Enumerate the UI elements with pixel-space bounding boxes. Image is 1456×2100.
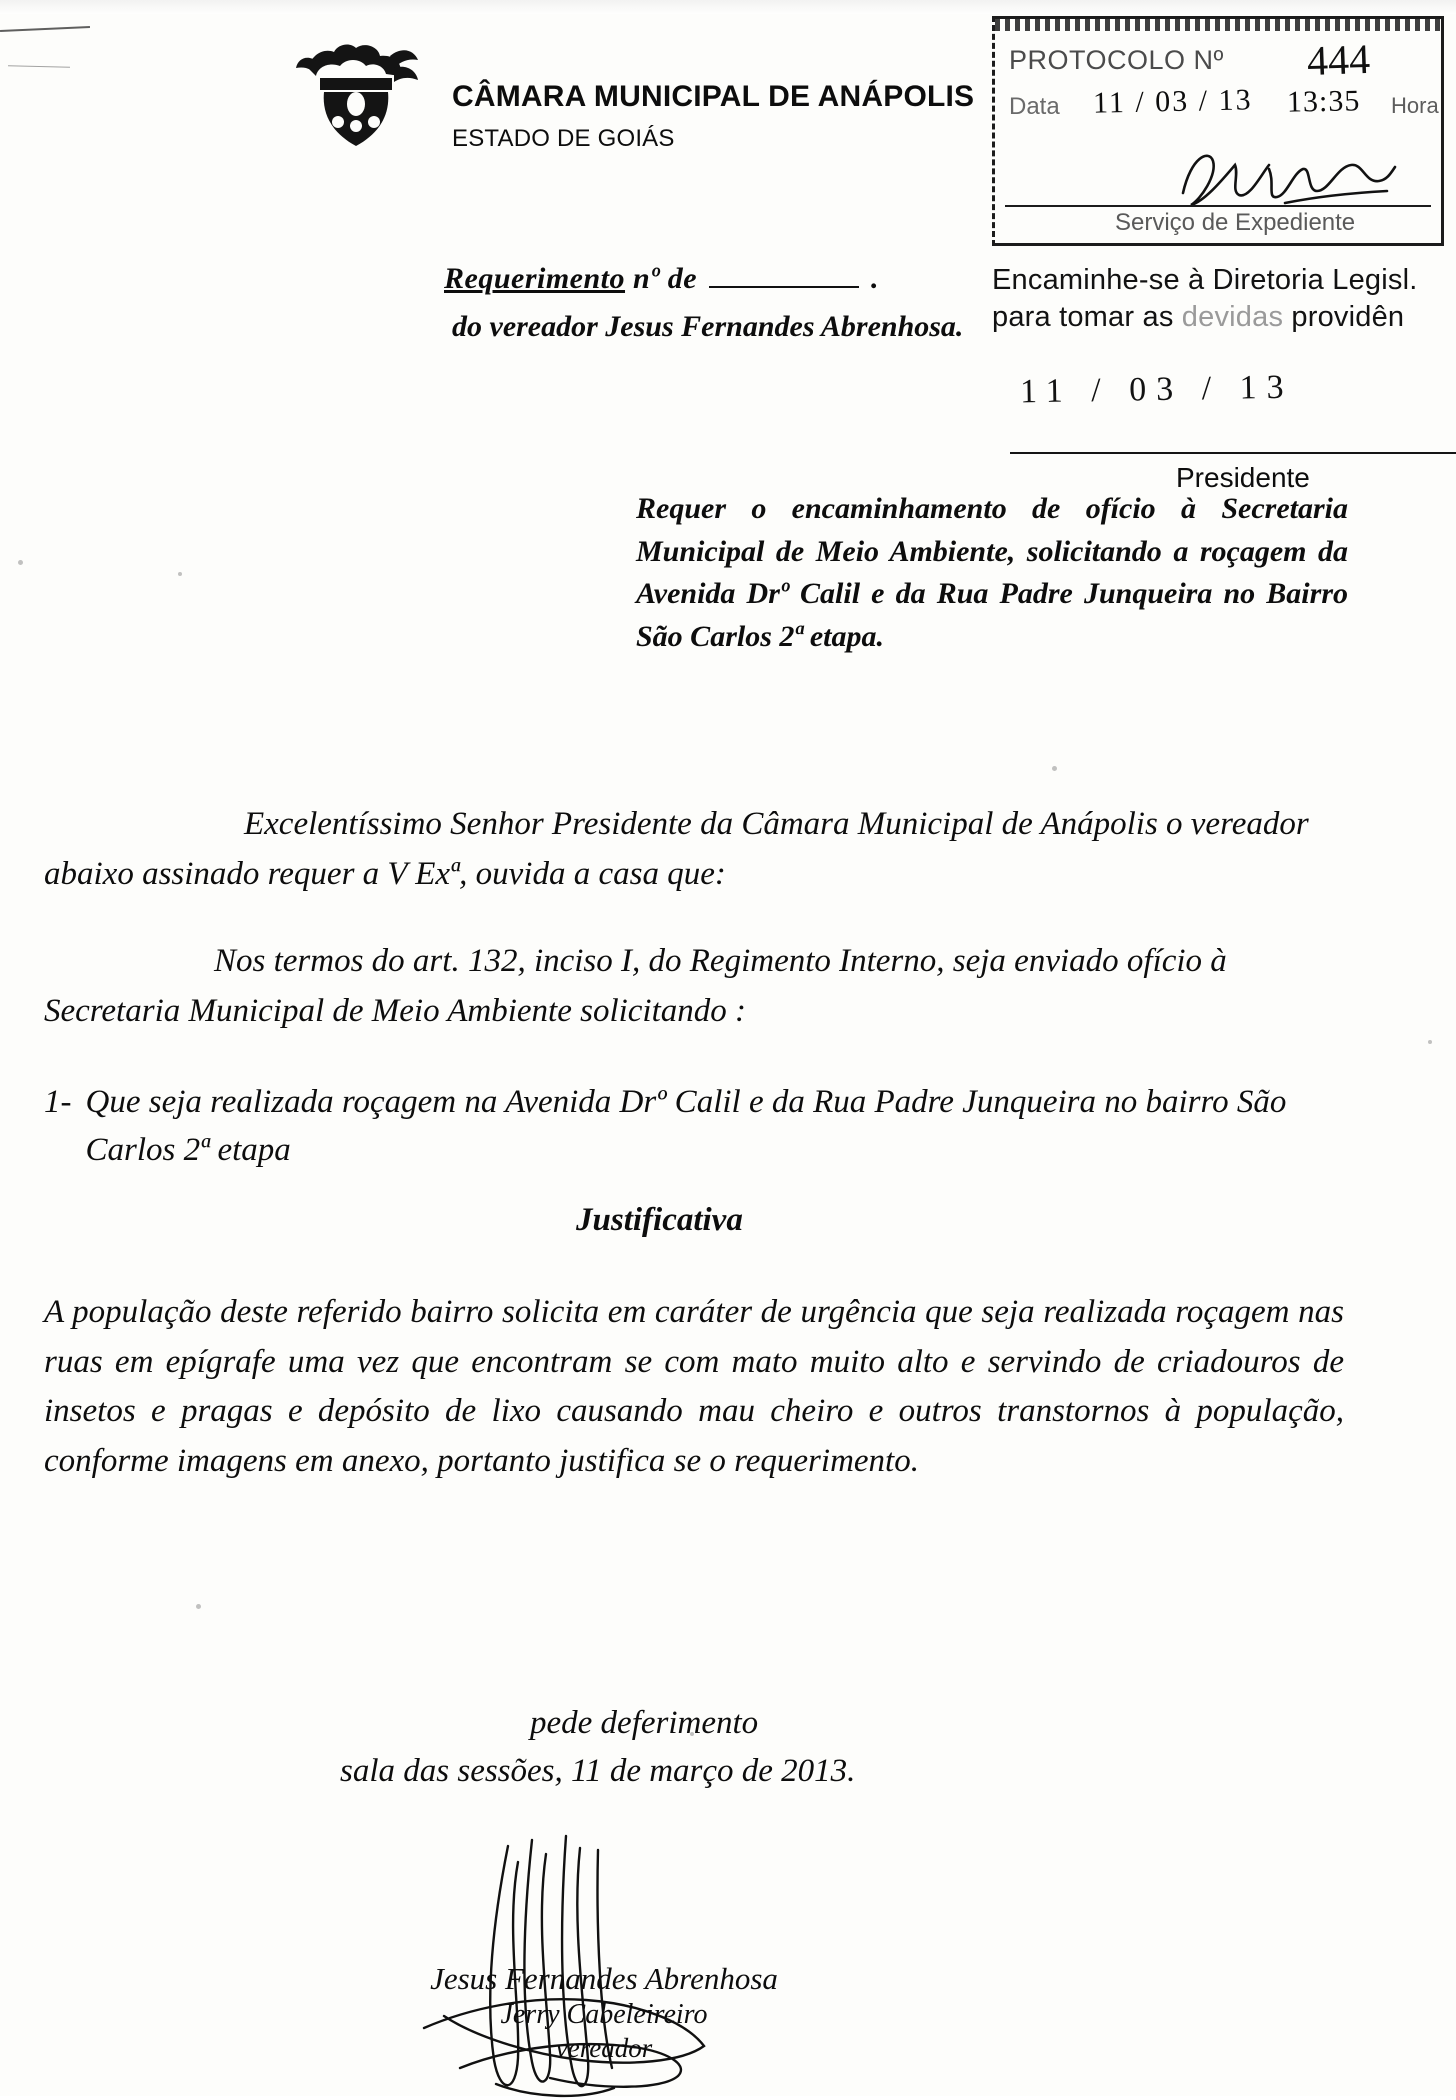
requerimento-number-label: nº <box>633 262 660 295</box>
request-item-list <box>44 1078 1344 1174</box>
list-item-text: Que seja realizada roçagem na Avenida Drº Calil e da Rua Padre Junqueira no bairro São Carlos 2ª etapa <box>85 1084 1287 1169</box>
dispatch-role-label: Presidente <box>1176 462 1310 493</box>
list-item-number: 1- <box>44 1084 72 1120</box>
dispatch-line-2 <box>992 299 1456 336</box>
scan-streak-artifact-secondary <box>8 65 70 68</box>
protocol-number: 444 <box>1306 36 1371 86</box>
signer-name: Jesus Fernandes Abrenhosa <box>430 1961 778 1996</box>
signature-block <box>404 1960 804 2065</box>
stamp-hour-label: Hora <box>1391 93 1439 118</box>
coat-of-arms-icon <box>290 38 422 156</box>
requerimento-number-blank <box>709 286 859 288</box>
dispatch-line-2-faded: devidas <box>1181 301 1284 334</box>
dispatch-note <box>992 262 1456 412</box>
scan-speck <box>1428 1040 1432 1044</box>
list-item <box>44 1078 1344 1174</box>
requerimento-author: do vereador Jesus Fernandes Abrenhosa. <box>452 310 964 343</box>
ementa-text: Requer o encaminhamento de ofício à Secretaria Municipal de Meio Ambiente, solicitando a roçagem da Avenida Drº Calil e da Rua Padre Junqueira no Bairro São Carlos 2ª etapa. <box>636 492 1348 653</box>
requerimento-period: . <box>871 262 880 295</box>
justificativa-title: Justificativa <box>576 1202 743 1238</box>
body-paragraph-2: Nos termos do art. 132, inciso I, do Regimento Interno, seja enviado ofício à Secretaria Municipal de Meio Ambiente solicitando : <box>44 943 1227 1029</box>
dispatch-signature-rule <box>1010 452 1456 454</box>
closing-line-2: sala das sessões, 11 de março de 2013. <box>340 1752 856 1789</box>
requerimento-de: de <box>667 262 698 295</box>
scan-speck <box>18 560 23 565</box>
stamp-date-value: 11 / 03 / 13 <box>1092 83 1253 120</box>
dispatch-line-2-before: para tomar as <box>992 301 1182 334</box>
stamp-office-label: Serviço de Expediente <box>1115 209 1356 236</box>
header-text-block <box>452 78 974 154</box>
protocol-stamp <box>992 16 1444 246</box>
stamp-divider <box>1005 205 1431 207</box>
document-body <box>44 800 1334 1074</box>
closing-block <box>340 1700 855 1796</box>
stamp-signature-mark <box>1165 139 1405 219</box>
signer-alias: Jerry Cabeleireiro <box>500 1998 708 2030</box>
dispatch-line-2-after: providên <box>1283 301 1405 334</box>
protocol-label: PROTOCOLO Nº <box>1009 45 1224 75</box>
signer-role: vereador <box>555 2032 653 2063</box>
dispatch-line-1: Encaminhe-se à Diretoria Legisl. <box>992 264 1418 296</box>
requerimento-heading <box>444 262 879 296</box>
scan-speck <box>196 1604 201 1609</box>
justificativa-text: A população deste referido bairro solicita em caráter de urgência que seja realizada roçagem nas ruas em epígrafe uma vez que encontram se com mato muito alto e servindo de criadouros de insetos e pragas e depósito de lixo causando mau cheiro e outros transtornos à população, conforme imagens em anexo, portanto justifica se o requerimento. <box>44 1294 1344 1479</box>
state-subtitle: ESTADO DE GOIÁS <box>452 124 675 152</box>
body-paragraph-1: Excelentíssimo Senhor Presidente da Câmara Municipal de Anápolis o vereador abaixo assinado requer a V Exª, ouvida a casa que: <box>44 806 1309 892</box>
scan-speck <box>178 572 182 576</box>
requerimento-label: Requerimento <box>444 262 626 295</box>
dispatch-date: 11 / 03 / 13 <box>1019 368 1294 411</box>
scan-speck <box>1052 766 1057 771</box>
closing-line-1: pede deferimento <box>530 1705 759 1741</box>
scan-streak-artifact <box>0 26 90 32</box>
institution-title: CÂMARA MUNICIPAL DE ANÁPOLIS <box>452 80 975 113</box>
stamp-date-label: Data <box>1009 93 1060 120</box>
stamp-hatch-border <box>995 19 1441 31</box>
scan-edge-artifact <box>0 0 1456 14</box>
stamp-hour-value: 13:35 <box>1286 84 1361 119</box>
